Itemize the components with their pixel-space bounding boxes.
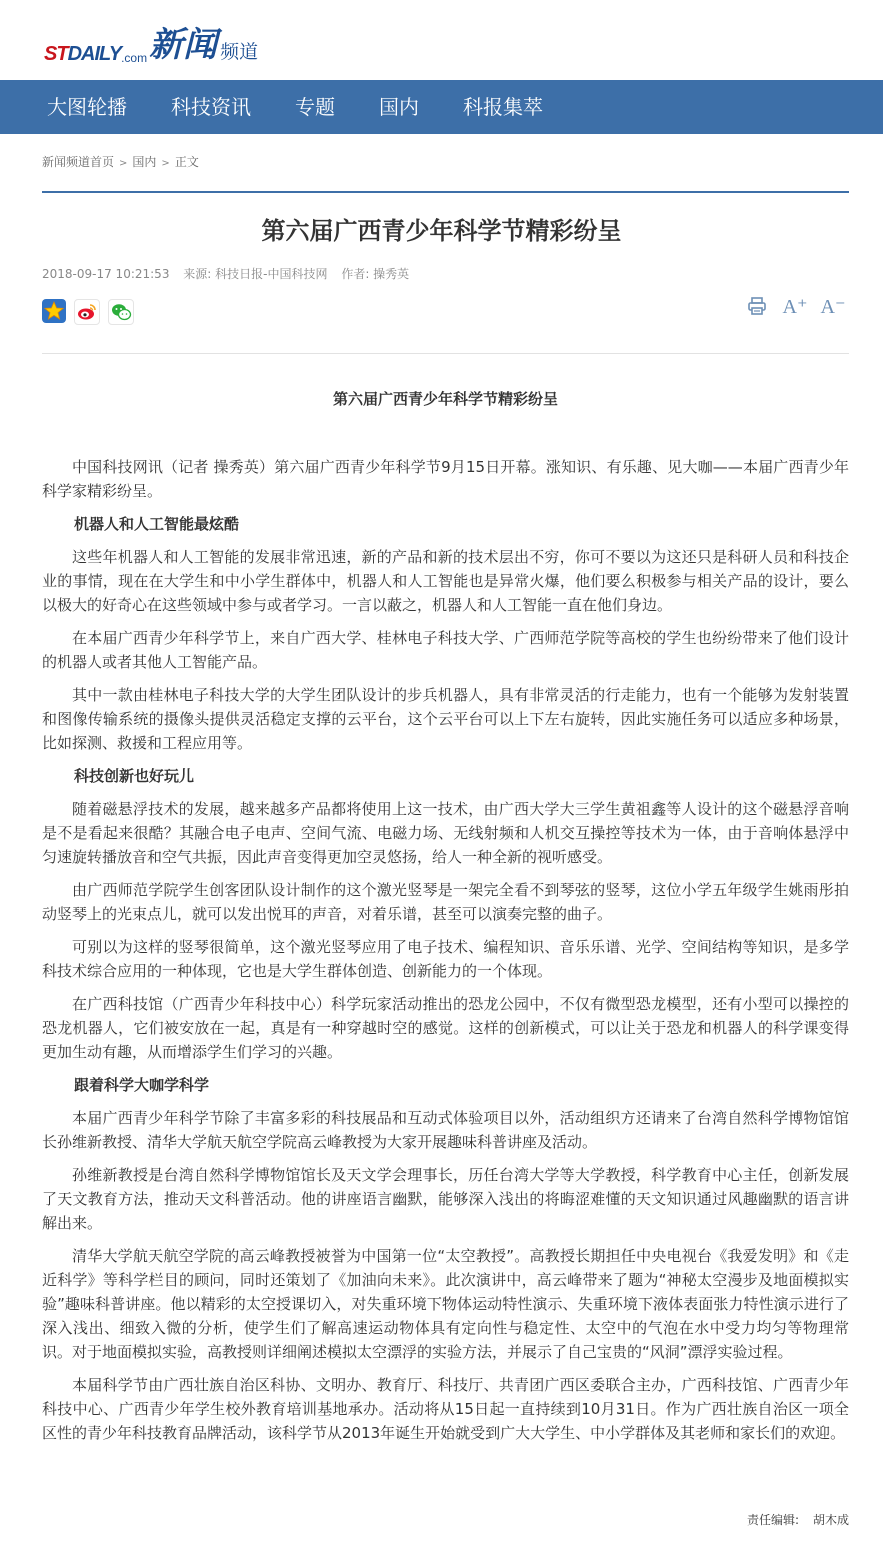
article-subtitle: 第六届广西青少年科学节精彩纷呈 bbox=[332, 390, 558, 408]
breadcrumb-domestic[interactable]: 国内 bbox=[132, 155, 157, 169]
article-source: 来源: 科技日报-中国科技网 bbox=[183, 267, 328, 281]
weibo-icon[interactable] bbox=[74, 299, 100, 325]
article-paragraph: 这些年机器人和人工智能的发展非常迅速，新的产品和新的技术层出不穷，你可不要以为这还只是科研人员和科技企业的事情，现在在大学生和中小学生群体中，机器人和人工智能也是异常火爆，他们要么积极参与相关产品的设计，要么以极大的好奇心在这些领域中参与或者学习。一言以蔽之，机器人和人工智能一直在他们身边。 bbox=[42, 548, 849, 614]
article-paragraph: 在广西科技馆（广西青少年科技中心）科学玩家活动推出的恐龙公园中，不仅有微型恐龙模型，还有小型可以操控的恐龙机器人，它们被安放在一起，真是有一种穿越时空的感觉。这样的创新模式，可以让关于恐龙和机器人的科学课变得更加生动有趣，从而增添学生们学习的兴趣。 bbox=[42, 995, 849, 1061]
section-heading: 跟着科学大咖学科学 bbox=[74, 1076, 210, 1094]
article-paragraph: 随着磁悬浮技术的发展，越来越多产品都将使用上这一技术，由广西大学大三学生黄祖鑫等人设计的这个磁悬浮音响是不是看起来很酷？其融合电子电声、空间气流、电磁力场、无线射频和人机交互操控等技术为一体，由于音响体悬浮中匀速旋转播放音和空气共振，因此声音变得更加空灵悠扬，给人一种全新的视听感受。 bbox=[42, 800, 849, 866]
editor-label: 责任编辑: bbox=[746, 1513, 799, 1527]
article-datetime: 2018-09-17 10:21:53 bbox=[42, 267, 170, 281]
article-paragraph: 本届科学节由广西壮族自治区科协、文明办、教育厅、科技厅、共青团广西区委联合主办，广西科技馆、广西青少年科技中心、广西青少年学生校外教育培训基地承办。活动将从15日起一直持续到10月31日。作为广西壮族自治区一项全区性的青少年科技教育品牌活动，该科学节从2013年诞生开始就受到广大大学生、中小学群体及其老师和家长们的欢迎。 bbox=[42, 1376, 849, 1442]
divider-gray bbox=[42, 353, 849, 354]
editor-name: 胡木成 bbox=[812, 1513, 849, 1527]
logo-daily: DAILY bbox=[67, 43, 122, 65]
page-title: 第六届广西青少年科学节精彩纷呈 bbox=[261, 217, 622, 245]
font-decrease-icon[interactable]: A⁻ bbox=[820, 295, 846, 318]
article-paragraph: 在本届广西青少年科学节上，来自广西大学、桂林电子科技大学、广西师范学院等高校的学生也纷纷带来了他们设计的机器人或者其他人工智能产品。 bbox=[42, 629, 849, 671]
breadcrumb-separator: > bbox=[119, 158, 128, 169]
share-bar bbox=[42, 299, 134, 325]
logo-channel: 频道 bbox=[220, 41, 259, 63]
article-paragraph: 中国科技网讯（记者 操秀英）第六届广西青少年科学节9月15日开幕。涨知识、有乐趣、见大咖——本届广西青少年科学家精彩纷呈。 bbox=[42, 458, 849, 500]
article-paragraph: 其中一款由桂林电子科技大学的大学生团队设计的步兵机器人，具有非常灵活的行走能力，也有一个能够为发射装置和图像传输系统的摄像头提供灵活稳定支撑的云平台，这个云平台可以上下左右旋转，因此实施任务可以适应多种场景，比如探测、救援和工程应用等。 bbox=[42, 686, 849, 752]
article-paragraph: 清华大学航天航空学院的高云峰教授被誉为中国第一位“太空教授”。高教授长期担任中央电视台《我爱发明》和《走近科学》等科学栏目的顾问，同时还策划了《加油向未来》。此次演讲中，高云峰带来了题为“神秘太空漫步及地面模拟实验”趣味科普讲座。他以精彩的太空授课切入，对失重环境下物体运动特性演示、失重环境下液体表面张力特性演示进行了深入浅出、细致入微的分析，使学生们了解高速运动物体具有定向性与稳定性、太空中的气泡在水中受力均匀等物理常识。对于地面模拟实验，高教授则详细阐述模拟太空漂浮的实验方法，并展示了自己宝贵的“风洞”漂浮实验过程。 bbox=[42, 1247, 849, 1361]
section-heading: 科技创新也好玩儿 bbox=[74, 767, 195, 785]
qzone-icon[interactable] bbox=[42, 299, 66, 323]
article-body bbox=[42, 386, 849, 1454]
article-paragraph: 可别以为这样的竖琴很简单，这个激光竖琴应用了电子技术、编程知识、音乐乐谱、光学、空间结构等知识，是多学科技术综合应用的一种体现，它也是大学生群体创造、创新能力的一个体现。 bbox=[42, 938, 849, 980]
responsible-editor bbox=[733, 1511, 849, 1528]
nav-item-tech-news[interactable]: 科技资讯 bbox=[171, 95, 251, 119]
article-tools bbox=[738, 292, 852, 320]
article-paragraph: 本届广西青少年科学节除了丰富多彩的科技展品和互动式体验项目以外，活动组织方还请来了台湾自然科学博物馆馆长孙维新教授、清华大学航天航空学院高云峰教授为大家开展趣味科普讲座及活动。 bbox=[42, 1109, 849, 1151]
nav-item-slideshow[interactable]: 大图轮播 bbox=[47, 95, 127, 119]
site-logo[interactable] bbox=[44, 14, 258, 64]
nav-item-topics[interactable]: 专题 bbox=[295, 95, 335, 119]
main-nav bbox=[0, 80, 883, 134]
site-header bbox=[0, 0, 883, 80]
breadcrumb bbox=[42, 153, 199, 170]
font-increase-icon[interactable]: A⁺ bbox=[782, 295, 808, 318]
section-heading: 机器人和人工智能最炫酷 bbox=[74, 515, 240, 533]
breadcrumb-separator: > bbox=[161, 158, 170, 169]
wechat-icon[interactable] bbox=[108, 299, 134, 325]
breadcrumb-current: 正文 bbox=[174, 155, 199, 169]
divider-blue bbox=[42, 191, 849, 193]
nav-item-digest[interactable]: 科报集萃 bbox=[463, 95, 543, 119]
article-paragraph: 孙维新教授是台湾自然科学博物馆馆长及天文学会理事长，历任台湾大学等大学教授，科学教育中心主任，创新发展了天文教育方法，推动天文科普活动。他的讲座语言幽默，能够深入浅出的将晦涩难懂的天文知识通过风趣幽默的语言讲解出来。 bbox=[42, 1166, 849, 1232]
logo-com: .com bbox=[121, 51, 148, 65]
article-paragraph: 由广西师范学院学生创客团队设计制作的这个激光竖琴是一架完全看不到琴弦的竖琴，这位小学五年级学生姚雨彤拍动竖琴上的光束点儿，就可以发出悦耳的声音，对着乐谱，甚至可以演奏完整的曲子。 bbox=[42, 881, 849, 923]
article-author: 作者: 操秀英 bbox=[341, 267, 410, 281]
logo-st: ST bbox=[44, 43, 68, 65]
print-icon[interactable] bbox=[738, 292, 776, 320]
logo-xinwen: 新闻 bbox=[149, 25, 218, 65]
breadcrumb-home[interactable]: 新闻频道首页 bbox=[42, 155, 115, 169]
article-meta bbox=[42, 265, 419, 282]
nav-item-domestic[interactable]: 国内 bbox=[379, 95, 419, 119]
